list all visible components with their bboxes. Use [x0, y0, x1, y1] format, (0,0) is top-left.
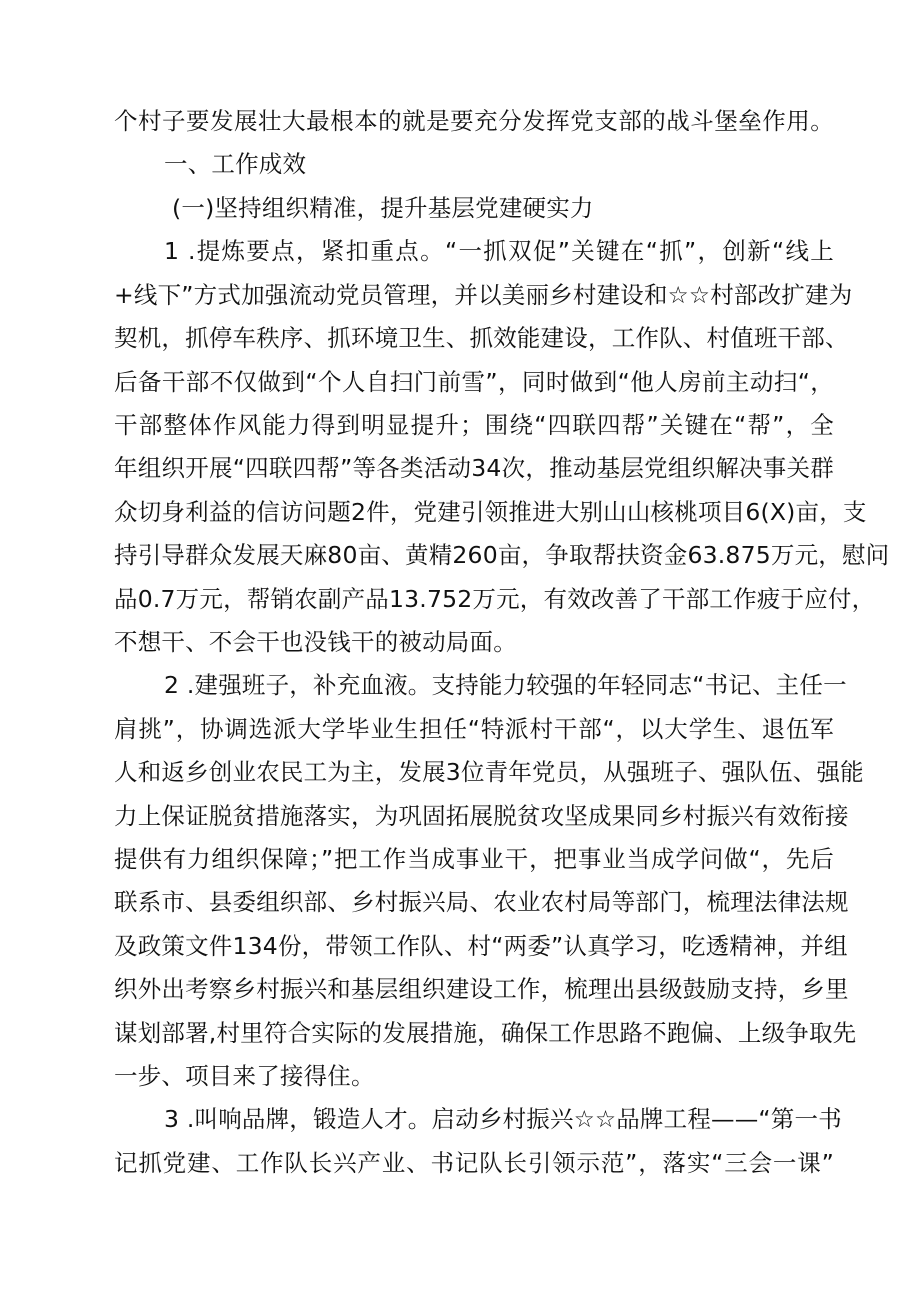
- paragraph-line: 后备干部不仅做到“个人自扫门前雪”，同时做到“他人房前主动扫“，: [114, 368, 834, 396]
- paragraph-line: 提供有力组织保障；”把工作当成事业干，把事业当成学问做“，先后: [114, 845, 834, 873]
- paragraph-line: 持引导群众发展天麻80亩、黄精260亩，争取帮扶资金63.875万元，慰问: [114, 541, 890, 569]
- paragraph-line: 品0.7万元，帮销农副产品13.752万元，有效改善了干部工作疲于应付，: [114, 585, 876, 613]
- paragraph-line: 力上保证脱贫措施落实，为巩固拓展脱贫攻坚成果同乡村振兴有效衔接: [114, 802, 849, 830]
- paragraph-line: 个村子要发展壮大最根本的就是要充分发挥党支部的战斗堡垒作用。: [114, 107, 834, 135]
- paragraph-line: 年组织开展“四联四帮”等各类活动34次，推动基层党组织解决事关群: [114, 454, 834, 482]
- paragraph-line: 不想干、不会干也没钱干的被动局面。: [114, 628, 517, 656]
- section-heading: 一、工作成效: [164, 150, 307, 178]
- paragraph-line: 及政策文件134份，带领工作队、村“两委”认真学习，吃透精神，并组: [114, 932, 848, 960]
- paragraph-line: 肩挑”，协调选派大学毕业生担任“特派村干部“，以大学生、退伍军: [114, 715, 834, 743]
- paragraph-line: 一步、项目来了接得住。: [114, 1062, 375, 1090]
- paragraph-line: 织外出考察乡村振兴和基层组织建设工作，梳理出县级鼓励支持，乡里: [114, 975, 849, 1003]
- paragraph-line: 3 .叫响品牌，锻造人才。启动乡村振兴☆☆品牌工程——“第一书: [164, 1105, 842, 1133]
- paragraph-line: 众切身利益的信访问题2件，党建引领推进大别山山核桃项目6(X)亩，支: [114, 498, 867, 526]
- paragraph-line: 干部整体作风能力得到明显提升；围绕“四联四帮”关键在“帮”，全: [114, 411, 834, 439]
- paragraph-line: 1 .提炼要点，紧扣重点。“一抓双促”关键在“抓”，创新“线上: [164, 237, 834, 265]
- paragraph-line: 人和返乡创业农民工为主，发展3位青年党员，从强班子、强队伍、强能: [114, 758, 864, 786]
- paragraph-line: 联系市、县委组织部、乡村振兴局、农业农村局等部门，梳理法律法规: [114, 888, 849, 916]
- paragraph-line: 谋划部署,村里符合实际的发展措施，确保工作思路不跑偏、上级争取先: [114, 1019, 857, 1047]
- paragraph-line: 记抓党建、工作队长兴产业、书记队长引领示范”，落实“三会一课”: [114, 1149, 834, 1177]
- subsection-heading: (一)坚持组织精准，提升基层党建硬实力: [172, 194, 594, 222]
- paragraph-line: +线下”方式加强流动党员管理，并以美丽乡村建设和☆☆村部改扩建为: [114, 281, 853, 309]
- paragraph-line: 2 .建强班子，补充血液。支持能力较强的年轻同志“书记、主任一: [164, 671, 847, 699]
- paragraph-line: 契机，抓停车秩序、抓环境卫生、抓效能建设，工作队、村值班干部、: [114, 324, 849, 352]
